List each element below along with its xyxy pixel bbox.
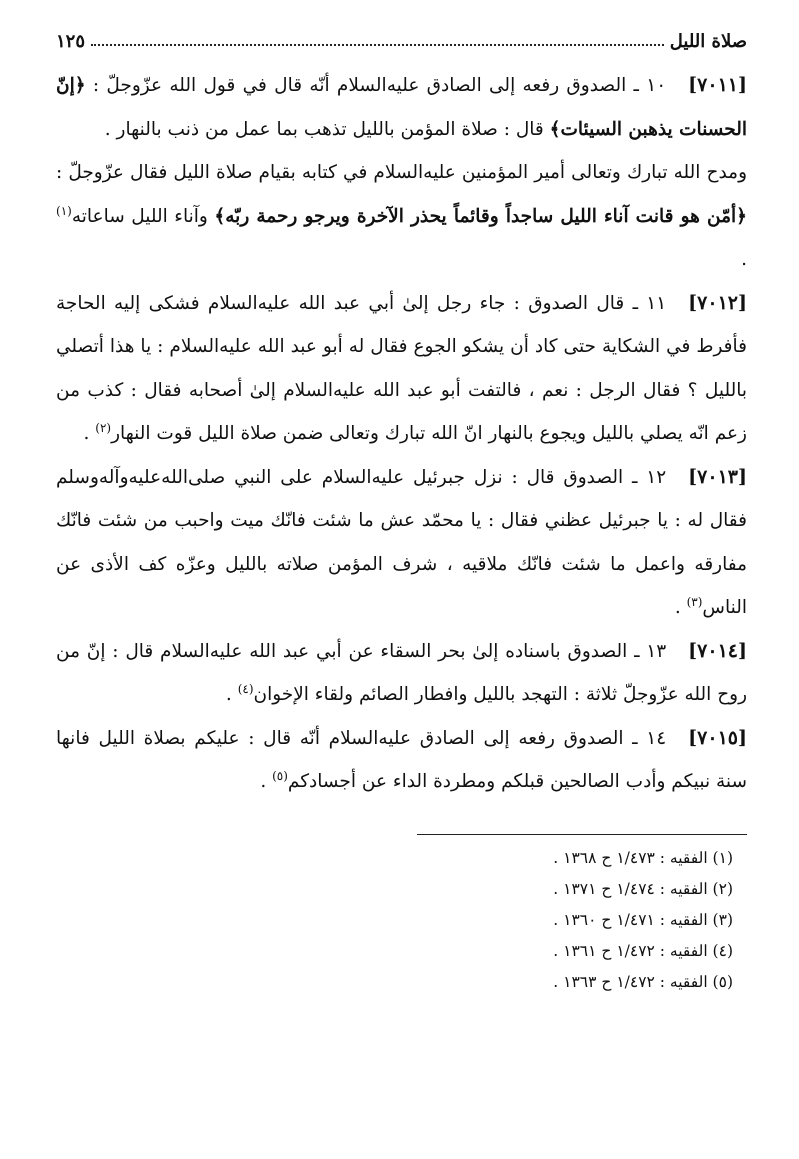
hadith-entry-7011 xyxy=(56,64,747,151)
hadith-text: ١٣ ـ الصدوق باسناده إلىٰ بحر السقاء عن أبي عبد الله عليه‌السلام قال : إنّ من روح الله عزّوجلّ ثلاثة : التهجد بالليل وافطار الصائم ولقاء الإخوان xyxy=(56,640,747,705)
hadith-entry-7015: [٧٠١٥]١٤ ـ الصدوق رفعه إلى الصادق عليه‌السلام أنّه قال : عليكم بصلاة الليل فانها سنة نبيكم وأدب الصالحين قبلكم ومطردة الداء عن أجسادكم$^{(٥)}$ . xyxy=(56,726,747,792)
hadith-number: [٧٠١٥] xyxy=(688,726,747,749)
footnote-item: (٢) الفقيه : ١/٤٧٤ ح ١٣٧١ . xyxy=(553,879,733,898)
footnote-item: (٤) الفقيه : ١/٤٧٢ ح ١٣٦١ . xyxy=(553,941,733,960)
running-header xyxy=(56,18,747,52)
hadith-entry-7013: [٧٠١٣]١٢ ـ الصدوق قال : نزل جبرئيل عليه‌السلام على النبي صلى‌الله‌عليه‌وآله‌وسلم فقال له : يا جبرئيل عظني فقال : يا محمّد عش ما شئت فانّك ميت واحبب من شئت فانّك مفارقه واعمل ما شئت فانّك ملاقيه ، شرف المؤمن صلاته بالليل وعزّه كف الأذى عن الناس$^{(٣)}$ . xyxy=(56,465,747,618)
hadith-number: [٧٠١٢] xyxy=(688,291,747,314)
footnote-item: (١) الفقيه : ١/٤٧٣ ح ١٣٦٨ . xyxy=(553,848,733,867)
hadith-text: ١٤ ـ الصدوق رفعه إلى الصادق عليه‌السلام أنّه قال : عليكم بصلاة الليل فانها سنة نبيكم وأدب الصالحين قبلكم ومطردة الداء عن أجسادكم xyxy=(56,727,747,792)
hadith-entry-7014: [٧٠١٤]١٣ ـ الصدوق باسناده إلىٰ بحر السقاء عن أبي عبد الله عليه‌السلام قال : إنّ من روح الله عزّوجلّ ثلاثة : التهجد بالليل وافطار الصائم ولقاء الإخوان$^{(٤)}$ . xyxy=(56,639,747,705)
hadith-text: ١٠ ـ الصدوق رفعه إلى الصادق عليه‌السلام أنّه قال في قول الله عزّوجلّ : xyxy=(85,75,667,96)
footnote-item: (٥) الفقيه : ١/٤٧٢ ح ١٣٦٣ . xyxy=(553,972,733,991)
footnote-ref[interactable]: (٤) xyxy=(237,681,254,696)
hadith-text: قال : صلاة المؤمن بالليل تذهب بما عمل من ذنب بالنهار . xyxy=(104,118,550,140)
hadith-number: [٧٠١٣] xyxy=(688,465,747,488)
quran-quote: ﴿أمّن هو قانت آناء الليل ساجداً وقائماً يحذر الآخرة ويرجو رحمة ربّه﴾ xyxy=(214,205,747,227)
footnote-item: (٣) الفقيه : ١/٤٧١ ح ١٣٦٠ . xyxy=(553,910,733,929)
hadith-number: [٧٠١٤] xyxy=(688,639,747,662)
footnote-ref[interactable]: (١) xyxy=(56,203,72,218)
commentary-text: وآناء الليل ساعاته xyxy=(71,205,215,227)
hadith-text: ١١ ـ قال الصدوق : جاء رجل إلىٰ أبي عبد الله عليه‌السلام فشكى إليه الحاجة فأفرط في الشكاية حتى كاد أن يشكو الجوع فقال له أبو عبد الله عليه‌السلام : يا هذا أتصلي بالليل ؟ فقال الرجل : نعم ، فالتفت أبو عبد الله عليه‌السلام إلىٰ أصحابه فقال : كذب من زعم انّه يصلي بالليل ويجوع بالنهار انّ الله تبارك وتعالى ضمن صلاة الليل قوت النهار xyxy=(56,292,747,444)
hadith-entry-7012: [٧٠١٢]١١ ـ قال الصدوق : جاء رجل إلىٰ أبي عبد الله عليه‌السلام فشكى إليه الحاجة فأفرط في الشكاية حتى كاد أن يشكو الجوع فقال له أبو عبد الله عليه‌السلام : يا هذا أتصلي بالليل ؟ فقال الرجل : نعم ، فالتفت أبو عبد الله عليه‌السلام إلىٰ أصحابه فقال : كذب من زعم انّه يصلي بالليل ويجوع بالنهار انّ الله تبارك وتعالى ضمن صلاة الليل قوت النهار$^{(٢)}$ . xyxy=(56,291,747,444)
page-number: ١٢٥ xyxy=(56,31,86,52)
hadith-number: [٧٠١١] xyxy=(688,74,747,96)
commentary-text: ومدح الله تبارك وتعالى أمير المؤمنين عليه‌السلام في كتابه بقيام صلاة الليل فقال عزّوجلّ : xyxy=(56,162,747,183)
header-leader-dots xyxy=(91,44,664,46)
body-text xyxy=(56,64,747,804)
commentary-paragraph: ومدح الله تبارك وتعالى أمير المؤمنين عليه‌السلام في كتابه بقيام صلاة الليل فقال عزّوجلّ : ﴿أمّن هو قانت آناء الليل ساجداً وقائماً يحذر الآخرة ويرجو رحمة ربّه﴾ وآناء الليل ساعاته$^{(١)}$ . xyxy=(56,162,747,270)
quran-quote: ﴿إنّ الحسنات يذهبن السيئات﴾ xyxy=(56,75,747,140)
footnote-ref[interactable]: (٣) xyxy=(686,594,703,609)
footnote-ref[interactable]: (٥) xyxy=(272,768,288,783)
chapter-title: صلاة الليل xyxy=(669,31,747,52)
footnote-ref[interactable]: (٢) xyxy=(95,420,112,435)
footnote-divider xyxy=(417,834,747,835)
footnotes xyxy=(56,843,747,998)
hadith-text: ١٢ ـ الصدوق قال : نزل جبرئيل عليه‌السلام على النبي صلى‌الله‌عليه‌وآله‌وسلم فقال له : يا جبرئيل عظني فقال : يا محمّد عش ما شئت فانّك ميت واحبب من شئت فانّك مفارقه واعمل ما شئت فانّك ملاقيه ، شرف المؤمن صلاته بالليل وعزّه كف الأذى عن الناس xyxy=(56,466,747,618)
